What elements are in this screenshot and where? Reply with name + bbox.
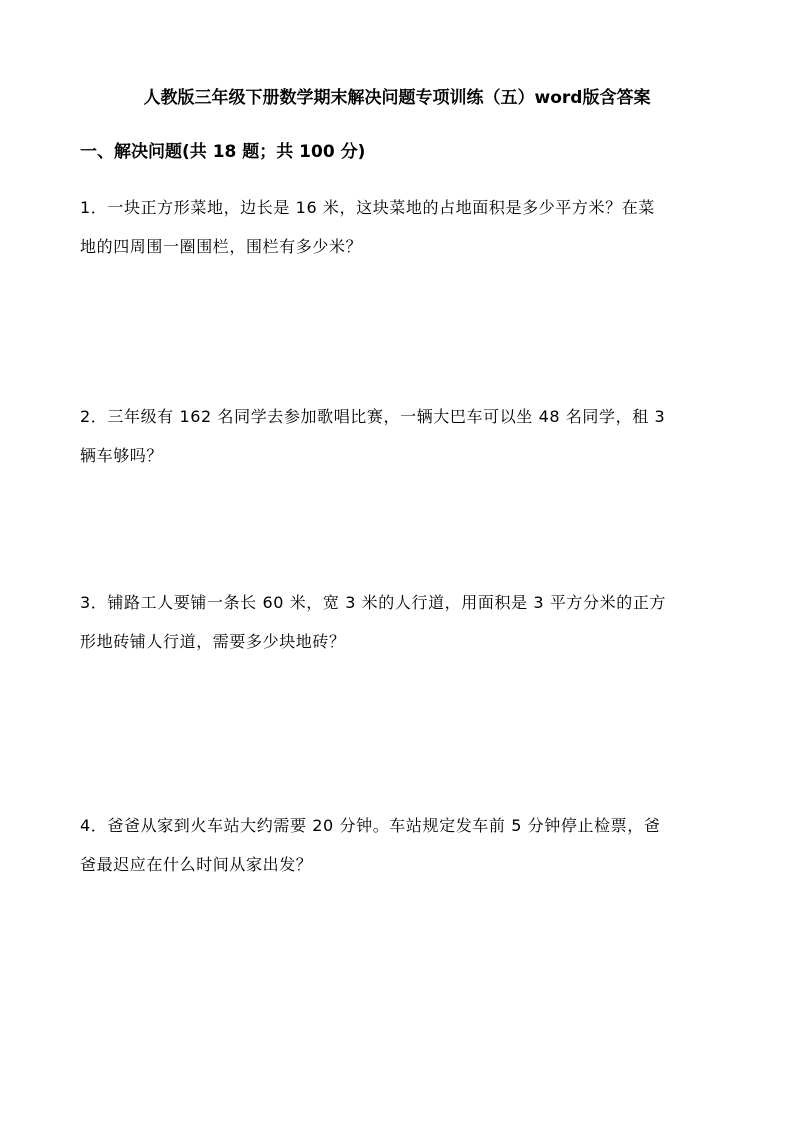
question-4-line-2: 爸最迟应在什么时间从家出发？: [80, 855, 313, 874]
document-title: 人教版三年级下册数学期末解决问题专项训练（五）word版含答案: [143, 88, 651, 108]
question-3-line-2: 形地砖铺人行道，需要多少块地砖？: [80, 632, 346, 651]
question-1-line-2: 地的四周围一圈围栏，围栏有多少米？: [80, 237, 363, 256]
section-heading: 一、解决问题(共 18 题；共 100 分): [80, 142, 366, 162]
question-2-line-1: 2．三年级有 162 名同学去参加歌唱比赛，一辆大巴车可以坐 48 名同学，租 3: [80, 407, 666, 426]
question-1-line-1: 1．一块正方形菜地，边长是 16 米，这块菜地的占地面积是多少平方米？在菜: [80, 198, 655, 217]
question-3: [80, 583, 714, 661]
question-2: [80, 397, 714, 475]
question-3-line-1: 3．铺路工人要铺一条长 60 米，宽 3 米的人行道，用面积是 3 平方分米的正方: [80, 593, 667, 612]
question-1: [80, 188, 714, 266]
question-4-line-1: 4．爸爸从家到火车站大约需要 20 分钟。车站规定发车前 5 分钟停止检票，爸: [80, 816, 661, 835]
question-2-line-2: 辆车够吗？: [80, 446, 164, 465]
question-4: [80, 806, 714, 884]
